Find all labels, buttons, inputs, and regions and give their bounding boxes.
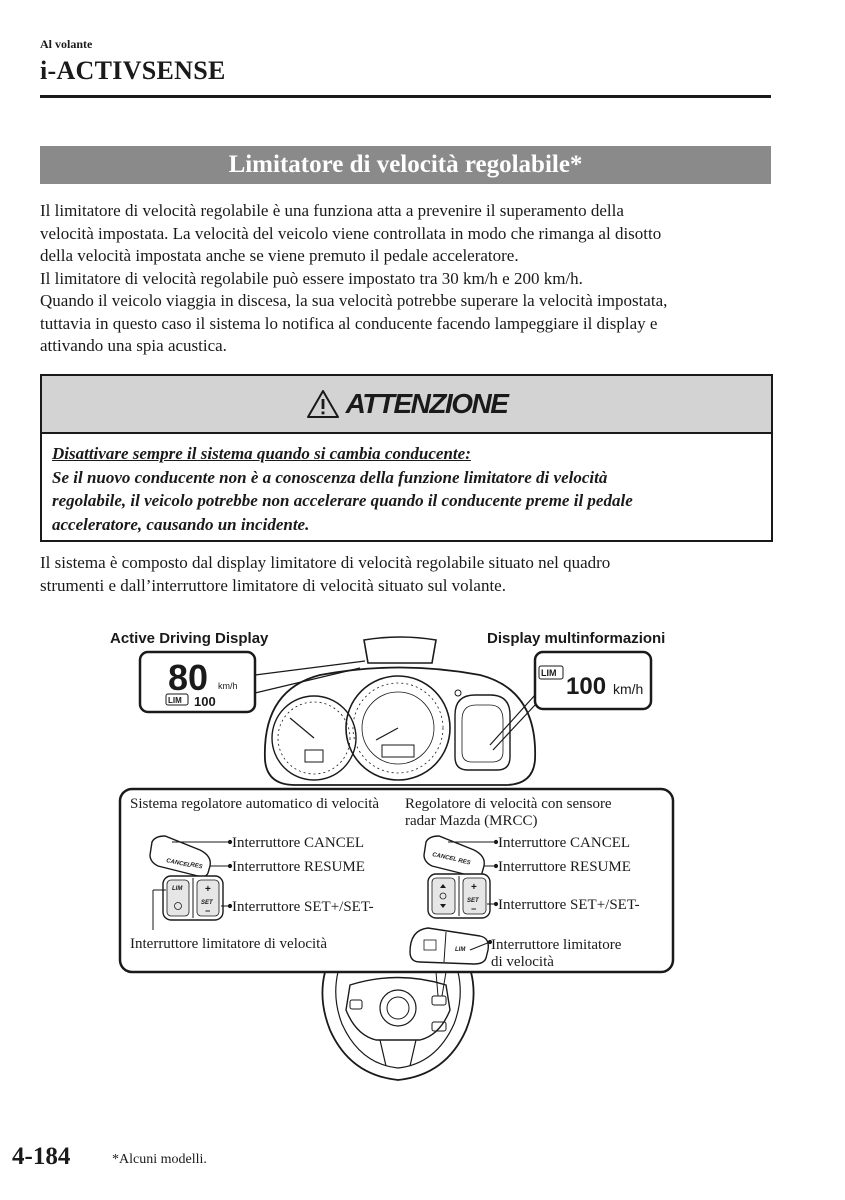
warning-triangle-icon [306, 389, 340, 419]
mrcc-title-line1: Regolatore di velocità con sensore [405, 796, 612, 812]
page-number: 4-184 [12, 1143, 71, 1170]
warning-line: regolabile, il veicolo potrebbe non accelerare quando il conducente preme il pedale [52, 491, 633, 510]
left-cancel-switch-label: CANCEL [165, 858, 192, 870]
intro-line: velocità impostata. La velocità del veicolo viene controllata in modo che rimanga al disotto [40, 223, 662, 243]
add-set-speed: 100 [194, 694, 216, 709]
section-title: i-ACTIVSENSE [40, 56, 226, 85]
composition-paragraph [40, 552, 780, 597]
right-minus-switch-label: − [471, 904, 477, 914]
warning-header [42, 376, 771, 434]
intro-line: tuttavia in questo caso il sistema lo notifica al conducente facendo lampeggiare il display e [40, 313, 658, 333]
steering-wheel [322, 972, 473, 1080]
warning-text [42, 434, 771, 536]
left-limiter-label: Interruttore limitatore di velocità [130, 936, 328, 952]
instrument-cluster [265, 637, 535, 785]
left-set-label: Interruttore SET+/SET- [232, 899, 374, 915]
left-set-switch-label: SET [201, 900, 213, 906]
right-res-switch-label: RES [457, 858, 471, 867]
limiter-diagram [0, 600, 845, 1120]
intro-line: Il limitatore di velocità regolabile è una funziona atta a prevenire il superamento della [40, 201, 624, 220]
footnote: *Alcuni modelli. [112, 1152, 207, 1167]
right-cancel-switch-label: CANCEL [431, 852, 458, 864]
warning-title: ATTENZIONE [345, 388, 508, 419]
right-resume-label: Interruttore RESUME [498, 859, 631, 875]
intro-line: della velocità impostata anche se viene premuto il pedale acceleratore. [40, 246, 519, 265]
intro-line: Il limitatore di velocità regolabile può essere impostato tra 30 km/h e 200 km/h. [40, 268, 583, 288]
left-minus-switch-label: − [205, 906, 211, 916]
mid-set-speed: 100 [566, 673, 607, 700]
mid-lim-indicator: LIM [541, 668, 557, 678]
left-cancel-label: Interruttore CANCEL [232, 835, 365, 851]
subsection-banner: Limitatore di velocità regolabile* [40, 146, 771, 184]
right-plus-switch-label: + [471, 882, 477, 893]
left-lim-switch-label: LIM [172, 886, 183, 892]
mrcc-title-line2: radar Mazda (MRCC) [405, 813, 538, 829]
composition-line: strumenti e dall’interruttore limitatore di velocità situato sul volante. [40, 575, 506, 595]
intro-paragraph [40, 200, 780, 358]
left-plus-switch-label: + [205, 884, 211, 895]
warning-line: Se il nuovo conducente non è a conoscenza della funzione limitatore di velocità [52, 467, 608, 487]
active-driving-display-label: Active Driving Display [110, 630, 269, 647]
left-res-switch-label: RES [189, 862, 203, 871]
warning-line: acceleratore, causando un incidente. [52, 514, 310, 534]
left-resume-label: Interruttore RESUME [232, 859, 365, 875]
intro-line: Quando il veicolo viaggia in discesa, la sua velocità potrebbe superare la velocità impostata, [40, 291, 668, 310]
multi-info-display-label: Display multinformazioni [487, 630, 666, 647]
breadcrumb: Al volante [40, 37, 93, 51]
right-limiter-label-line2: di velocità [491, 954, 554, 970]
intro-line: attivando una spia acustica. [40, 336, 227, 355]
warning-box [40, 374, 773, 542]
right-limiter-label-line1: Interruttore limitatore [491, 937, 622, 953]
mid-speed-unit: km/h [613, 681, 644, 697]
right-set-switch-label: SET [467, 898, 479, 904]
warning-heading: Disattivare sempre il sistema quando si cambia conducente: [52, 444, 471, 463]
cruise-control-title: Sistema regolatore automatico di velocità [130, 796, 380, 812]
composition-line: Il sistema è composto dal display limitatore di velocità regolabile situato nel quadro [40, 553, 611, 572]
right-set-label: Interruttore SET+/SET- [498, 897, 640, 913]
add-current-speed: 80 [168, 657, 209, 698]
add-lim-indicator: LIM [168, 696, 182, 705]
right-cancel-label: Interruttore CANCEL [498, 835, 631, 851]
title-divider [40, 95, 771, 98]
add-speed-unit: km/h [218, 681, 238, 691]
right-lim-switch-label: LIM [455, 947, 466, 953]
